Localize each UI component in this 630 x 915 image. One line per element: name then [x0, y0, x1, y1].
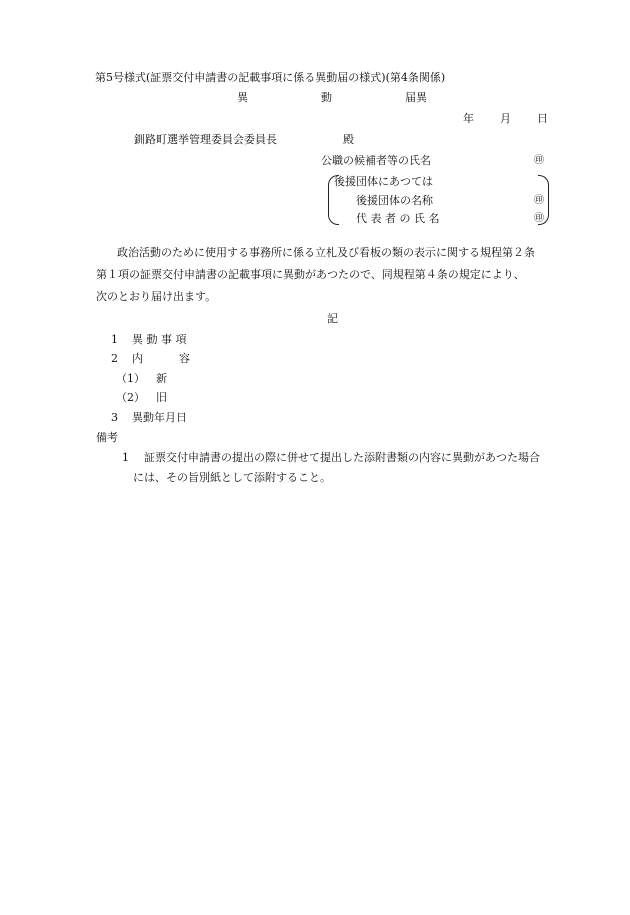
item-1-number: 1 — [111, 333, 118, 346]
remarks-heading: 備考 — [96, 431, 118, 444]
representative-seal: ㊞ — [534, 213, 544, 224]
item-2-label-a: 内 — [132, 352, 143, 365]
right-bracket — [538, 175, 549, 225]
body-line-1: 政治活動のために使用する事務所に係る立札及び看板の類の表示に関する規程第２条 — [117, 246, 535, 259]
item-1-label: 異 動 事 項 — [132, 333, 187, 346]
date-month: 月 — [500, 112, 511, 125]
candidate-name-label: 公職の候補者等の氏名 — [321, 154, 431, 167]
support-group-seal: ㊞ — [534, 195, 544, 206]
subitem-1-label: 新 — [156, 372, 167, 385]
date-year: 年 — [463, 112, 474, 125]
ki-heading: 記 — [327, 312, 338, 325]
form-title: 第5号様式(証票交付申請書の記載事項に係る異動届の様式)(第4条関係) — [95, 71, 446, 84]
remarks-line-1: 証票交付申請書の提出の際に併せて提出した添附書類の内容に異動があつた場合 — [144, 451, 540, 464]
support-group-name-label: 後援団体の名称 — [356, 194, 433, 207]
body-line-2: 第１項の証票交付申請書の記載事項に異動があつたので、同規程第４条の規定により、 — [96, 268, 525, 281]
remarks-line-2: には、その旨別紙として添附すること。 — [133, 471, 331, 484]
remarks-number: 1 — [122, 451, 129, 464]
addressee-honorific: 殿 — [343, 133, 354, 146]
title-char-1: 異 — [237, 91, 248, 104]
addressee-name: 釧路町選挙管理委員会委員長 — [134, 133, 277, 146]
subitem-2-label: 旧 — [156, 391, 167, 404]
representative-name-label: 代 表 者 の 氏 名 — [356, 212, 440, 225]
title-char-3: 届異 — [405, 91, 427, 104]
candidate-seal: ㊞ — [534, 155, 544, 166]
title-char-2: 動 — [321, 91, 332, 104]
item-3-label: 異動年月日 — [132, 411, 187, 424]
body-line-3: 次のとおり届け出ます。 — [96, 290, 217, 303]
support-group-note: 後援団体にあつては — [334, 175, 433, 188]
item-3-number: 3 — [111, 411, 118, 424]
item-2-number: 2 — [111, 352, 118, 365]
subitem-2-number: （2） — [116, 391, 145, 404]
date-day: 日 — [537, 112, 548, 125]
subitem-1-number: （1） — [116, 372, 145, 385]
item-2-label-b: 容 — [179, 352, 190, 365]
